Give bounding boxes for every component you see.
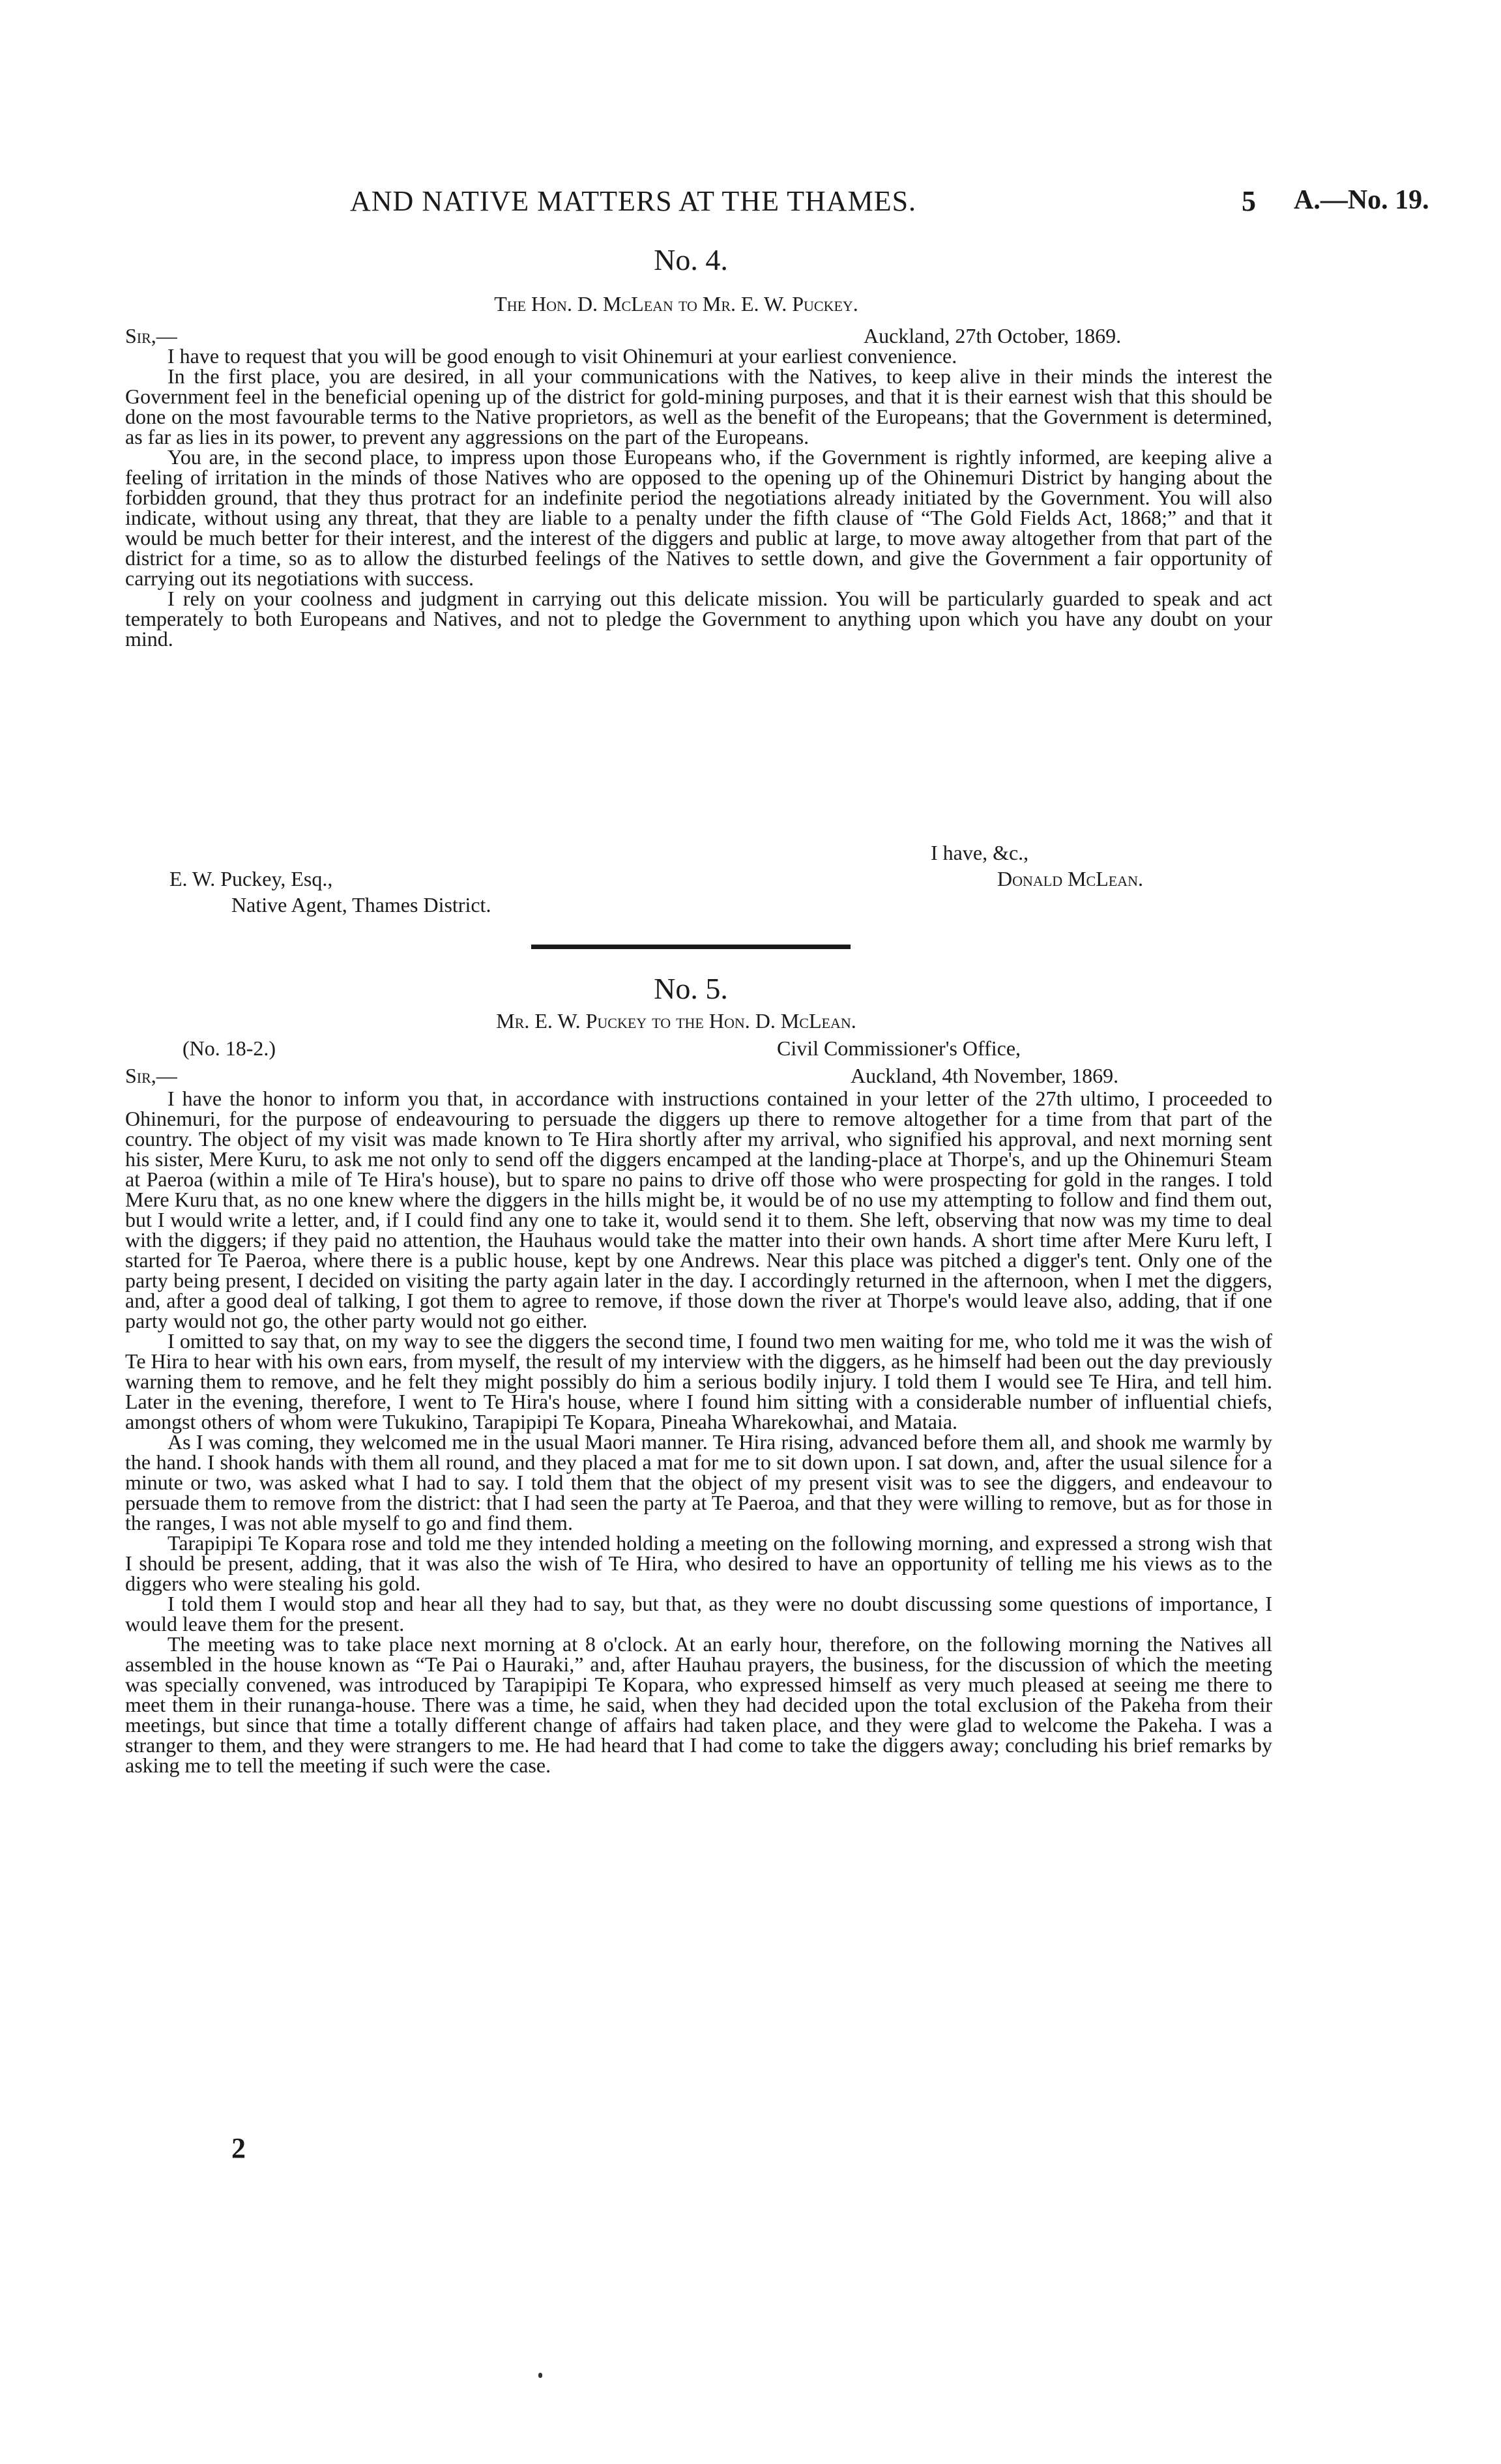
letter-5-heading: Mr. E. W. Puckey to the Hon. D. McLean. [496, 1009, 856, 1033]
letter-4-salutation: Sir,— [125, 324, 177, 347]
letter-5-number: No. 5. [654, 972, 728, 1005]
letter-5-body [125, 1089, 1272, 1776]
letter-5-place-date: Auckland, 4th November, 1869. [851, 1064, 1119, 1087]
letter-5-salutation: Sir,— [125, 1064, 177, 1087]
letter-5-paragraph: I have the honor to inform you that, in accordance with instructions contained in your letter of the 27th ultimo, I proceeded to Ohinemuri, for the purpose of endeavouring to persuade the diggers up there to remove altogether for a time from that part of the country. The object of my visit was made known to Te Hira shortly after my arrival, who signified his approval, and next morning sent his sister, Mere Kuru, to ask me not only to send off the diggers encamped at the landing-place at Thorpe's, and up the Ohinemuri Steam at Paeroa (within a mile of Te Hira's house), but to spare no pains to drive off those who were prospecting for gold in the ranges. I told Mere Kuru that, as no one knew where the diggers in the hills might be, it would be of no use my attempting to follow and find them out, but I would write a letter, and, if I could find any one to take it, would send it to them. She left, observing that now was my time to deal with the diggers; if they paid no attention, the Hauhaus would take the matter into their own hands. A short time after Mere Kuru left, I started for Te Paeroa, where there is a public house, kept by one Andrews. Near this place was pitched a digger's tent. Only one of the party being present, I decided on visiting the party again later in the day. I accordingly returned in the afternoon, when I met the diggers, and, after a good deal of talking, I got them to agree to remove, if those down the river at Thorpe's would leave also, adding, that if one party would not go, the other party would not go either. [125, 1087, 1272, 1332]
letter-4-heading: The Hon. D. McLean to Mr. E. W. Puckey. [494, 292, 858, 315]
printer-signature-mark: 2 [231, 2132, 246, 2164]
letter-5-office: Civil Commissioner's Office, [777, 1036, 1021, 1060]
page-number: 5 [1242, 185, 1256, 217]
paper-speck [538, 2373, 542, 2378]
letter-4-signature: Donald McLean. [997, 867, 1143, 890]
letter-4-place-date: Auckland, 27th October, 1869. [864, 324, 1122, 347]
letter-5-reference: (No. 18-2.) [182, 1036, 276, 1060]
letter-4-paragraph: I have to request that you will be good enough to visit Ohinemuri at your earliest convenience. [168, 344, 957, 368]
letter-4-closing: I have, &c., [931, 841, 1029, 864]
running-header-title: AND NATIVE MATTERS AT THE THAMES. [350, 185, 917, 217]
section-divider [531, 945, 851, 949]
letter-4-paragraph: I rely on your coolness and judgment in carrying out this delicate mission. You will be particularly guarded to speak and act temperately to both Europeans and Natives, and not to pledge the Government to anything upon which you have any doubt on your mind. [125, 587, 1272, 651]
letter-5-paragraph: I omitted to say that, on my way to see the diggers the second time, I found two men waiting for me, who told me it was the wish of Te Hira to hear with his own ears, from myself, the result of my interview with the diggers, as he himself had been out the day previously warning them to remove, and he felt they might possibly do him a serious bodily injury. I told them I would see Te Hira, and tell him. Later in the evening, therefore, I went to Te Hira's house, where I found him sitting with a considerable number of influential chiefs, amongst others of whom were Tukukino, Tarapipipi Te Kopara, Pineaha Wharekowhai, and Mataia. [125, 1329, 1272, 1433]
letter-5-paragraph: As I was coming, they welcomed me in the usual Maori manner. Te Hira rising, advanced before them all, and shook me warmly by the hand. I shook hands with them all round, and they placed a mat for me to sit down upon. I sat down, and, after the usual silence for a minute or two, was asked what I had to say. I told them that the object of my present visit was to see the diggers, and endeavour to persuade them to remove from the district: that I had seen the party at Te Paeroa, and that they were willing to remove, but as for those in the ranges, I was not able myself to go and find them. [125, 1430, 1272, 1534]
letter-4-number: No. 4. [654, 243, 728, 276]
letter-4-addressee-name: E. W. Puckey, Esq., [169, 867, 333, 890]
document-reference: A.—No. 19. [1294, 185, 1429, 215]
letter-5-paragraph: I told them I would stop and hear all they had to say, but that, as they were no doubt discussing some questions of importance, I would leave them for the present. [125, 1592, 1272, 1635]
letter-4-body [125, 346, 1272, 649]
letter-4-addressee-title: Native Agent, Thames District. [231, 893, 491, 917]
letter-5-paragraph: Tarapipipi Te Kopara rose and told me they intended holding a meeting on the following morning, and expressed a strong wish that I should be present, adding, that it was also the wish of Te Hira, who desired to have an opportunity of telling me his views as to the diggers who were stealing his gold. [125, 1531, 1272, 1595]
letter-5-paragraph: The meeting was to take place next morning at 8 o'clock. At an early hour, therefore, on the following morning the Natives all assembled in the house known as “Te Pai o Hauraki,” and, after Hauhau prayers, the business, for the discussion of which the meeting was specially convened, was introduced by Tarapipipi Te Kopara, who expressed himself as very much pleased at seeing me there to meet them in their runanga-house. There was a time, he said, when they had decided upon the total exclusion of the Pakeha from their meetings, but since that time a totally different change of affairs had taken place, and they were glad to welcome the Pakeha. I was a stranger to them, and they were strangers to me. He had heard that I had come to take the diggers away; concluding his brief remarks by asking me to tell the meeting if such were the case. [125, 1632, 1272, 1777]
letter-4-paragraph: You are, in the second place, to impress upon those Europeans who, if the Government is rightly informed, are keeping alive a feeling of irritation in the minds of those Natives who are opposed to the opening up of the Ohinemuri District by hanging about the forbidden ground, that they thus protract for an indefinite period the negotiations already initiated by the Government. You will also indicate, without using any threat, that they are liable to a penalty under the fifth clause of “The Gold Fields Act, 1868;” and that it would be much better for their interest, and the interest of the diggers and public at large, to move away altogether from that part of the district for a time, so as to allow the disturbed feelings of the Natives to settle down, and give the Government a fair opportunity of carrying out its negotiations with success. [125, 445, 1272, 590]
letter-4-paragraph: In the first place, you are desired, in all your communications with the Natives, to keep alive in their minds the interest the Government feel in the beneficial opening up of the district for gold-mining purposes, and that it is their earnest wish that this should be done on the most favourable terms to the Native proprietors, as well as the benefit of the Europeans; that the Government is determined, as far as lies in its power, to prevent any aggressions on the part of the Europeans. [125, 364, 1272, 448]
